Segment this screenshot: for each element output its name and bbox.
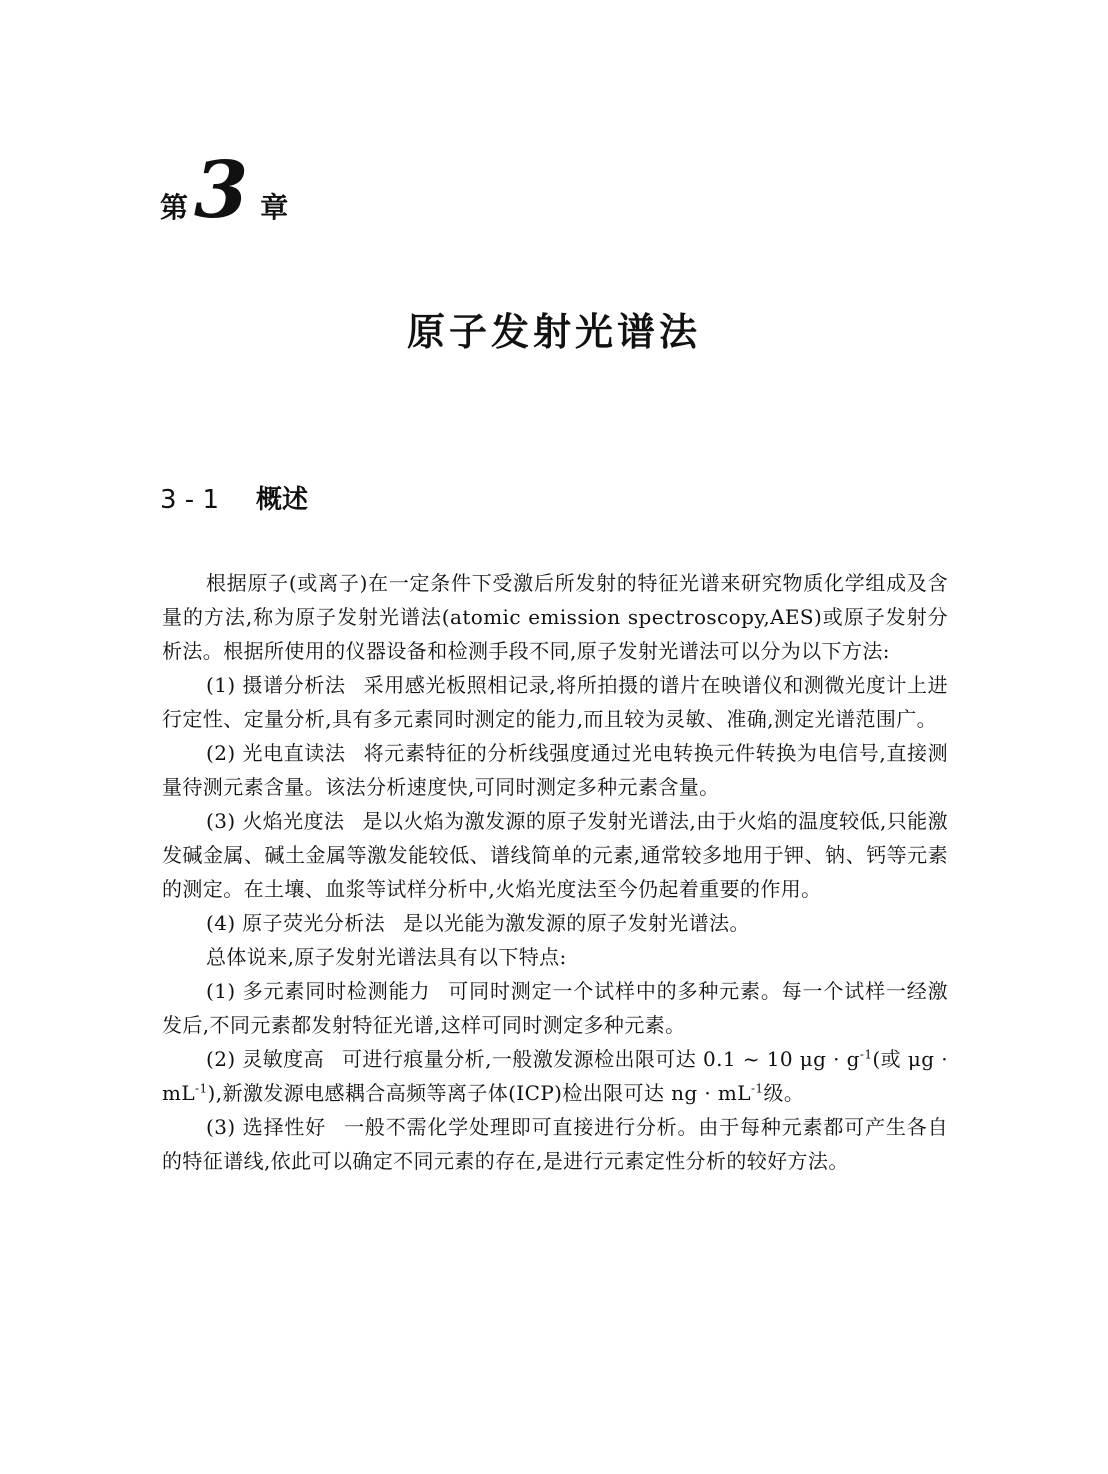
- body-text: [162, 566, 948, 1178]
- feature-2-superscript-c: -1: [750, 1081, 764, 1096]
- feature-3-paragraph: [162, 1110, 948, 1178]
- method-3-text: 是以火焰为激发源的原子发射光谱法,由于火焰的温度较低,只能激发碱金属、碱土金属等激发能较低、谱线简单的元素,通常较多地用于钾、钠、钙等元素的测定。在土壤、血浆等试样分析中,火焰光度法至今仍起着重要的作用。: [162, 809, 948, 901]
- feature-2-text-a: 可进行痕量分析,一般激发源检出限可达 0.1 ~ 10 μg · g: [342, 1047, 860, 1071]
- section-title: 概述: [256, 485, 309, 515]
- intro-paragraph: 根据原子(或离子)在一定条件下受激后所发射的特征光谱来研究物质化学组成及含量的方法,称为原子发射光谱法(atomic emission spectroscopy,AES)或原子发射分析法。根据所使用的仪器设备和检测手段不同,原子发射光谱法可以分为以下方法:: [162, 571, 948, 663]
- feature-1-text: 可同时测定一个试样中的多种元素。每一个试样一经激发后,不同元素都发射特征光谱,这样可同时测定多种元素。: [162, 979, 948, 1037]
- summary-paragraph: 总体说来,原子发射光谱法具有以下特点:: [206, 945, 567, 969]
- feature-1-paragraph: [162, 974, 948, 1042]
- method-3-term: (3) 火焰光度法: [206, 809, 345, 833]
- method-1-paragraph: [162, 668, 948, 736]
- method-3-paragraph: [162, 804, 948, 906]
- feature-2-text-d: 级。: [763, 1081, 805, 1105]
- method-4-text: 是以光能为激发源的原子发射光谱法。: [403, 911, 750, 935]
- chapter-number: 3: [194, 145, 249, 236]
- section-number: 3 - 1: [160, 485, 219, 515]
- method-2-term: (2) 光电直读法: [206, 741, 346, 765]
- chapter-suffix: 章: [260, 191, 289, 224]
- section-heading: [160, 480, 308, 520]
- feature-3-term: (3) 选择性好: [206, 1115, 327, 1139]
- method-2-text: 将元素特征的分析线强度通过光电转换元件转换为电信号,直接测量待测元素含量。该法分析速度快,可同时测定多种元素含量。: [162, 741, 948, 799]
- chapter-title: 原子发射光谱法: [406, 310, 701, 354]
- feature-2-superscript-a: -1: [859, 1047, 873, 1062]
- method-1-term: (1) 摄谱分析法: [206, 673, 346, 697]
- feature-2-text-b: (或 μg · mL: [162, 1047, 948, 1105]
- chapter-heading: [160, 145, 289, 236]
- method-4-term: (4) 原子荧光分析法: [206, 911, 386, 935]
- method-2-paragraph: [162, 736, 948, 804]
- method-1-text: 采用感光板照相记录,将所拍摄的谱片在映谱仪和测微光度计上进行定性、定量分析,具有多元素同时测定的能力,而且较为灵敏、准确,测定光谱范围广。: [162, 673, 948, 731]
- feature-2-paragraph: [162, 1042, 948, 1110]
- chapter-prefix: 第: [160, 191, 189, 224]
- feature-1-term: (1) 多元素同时检测能力: [206, 979, 431, 1003]
- feature-2-term: (2) 灵敏度高: [206, 1047, 325, 1071]
- feature-3-text: 一般不需化学处理即可直接进行分析。由于每种元素都可产生各自的特征谱线,依此可以确定不同元素的存在,是进行元素定性分析的较好方法。: [162, 1115, 948, 1173]
- feature-2-text-c: ),新激发源电感耦合高频等离子体(ICP)检出限可达 ng · mL: [207, 1081, 751, 1105]
- feature-2-superscript-b: -1: [195, 1081, 208, 1096]
- method-4-paragraph: [162, 906, 948, 940]
